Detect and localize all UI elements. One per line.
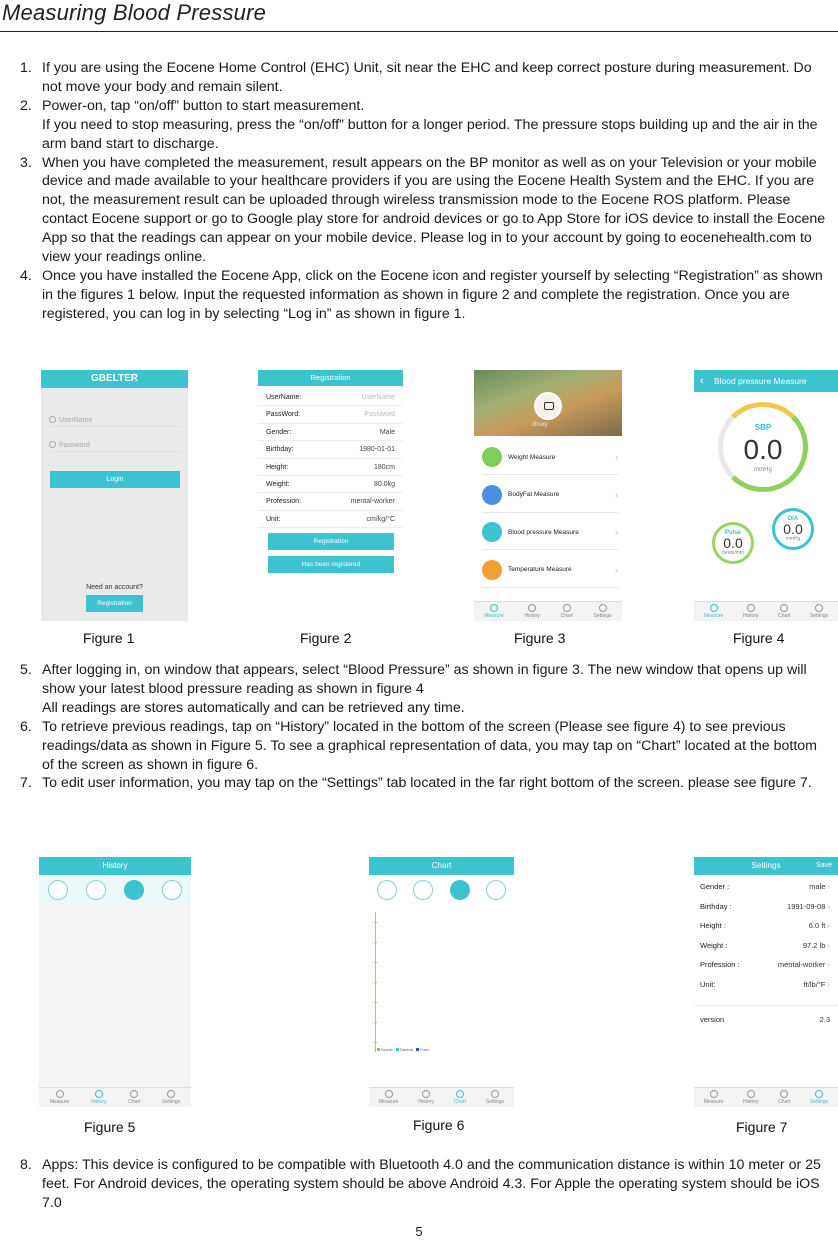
tab-bar — [369, 1087, 514, 1107]
tab-measure[interactable] — [704, 604, 723, 619]
step-text: If you are using the Eocene Home Control (EHC) Unit, sit near the EHC and keep correct posture during measurement. Do not move your body and remain silent. — [42, 60, 812, 95]
measure-list-item[interactable] — [482, 553, 618, 588]
registration-row[interactable] — [258, 441, 403, 458]
username-placeholder: UserName — [59, 417, 93, 424]
measure-tab-icon — [56, 1090, 64, 1098]
app-name: GBELTER — [41, 370, 188, 388]
legend-entry: Systolic — [377, 1048, 393, 1052]
tab-settings[interactable] — [810, 1090, 828, 1105]
tab-label: History — [524, 613, 540, 619]
legend-entry: Diastolic — [396, 1048, 413, 1052]
back-arrow-icon[interactable]: ‹ — [700, 375, 704, 387]
tab-settings[interactable] — [810, 604, 828, 619]
registration-row[interactable] — [258, 476, 403, 493]
tab-chart[interactable] — [454, 1090, 466, 1105]
step-text: Power-on, tap “on/off” button to start measurement. — [42, 97, 365, 114]
y-tick — [374, 1042, 377, 1043]
measure-type-icon — [482, 560, 502, 580]
field-value: 180cm — [373, 463, 395, 471]
tab-measure[interactable] — [484, 604, 503, 619]
tab-chart[interactable] — [778, 604, 790, 619]
step-item — [20, 1156, 830, 1213]
field-value: 1980-01-01 — [359, 446, 395, 454]
username-label: zhuxy — [532, 422, 548, 428]
dia-label: DIA — [787, 516, 799, 522]
registration-button[interactable]: Registration — [86, 595, 143, 612]
measure-item-label: Temperature Measure — [508, 566, 572, 573]
field-label: PassWord: — [266, 411, 301, 419]
need-account-text: Need an account? — [86, 584, 143, 591]
registration-header: Registration — [258, 370, 403, 386]
tab-label: Chart — [778, 1099, 791, 1105]
measure-tab-icon — [385, 1090, 393, 1098]
pulse-gauge — [712, 522, 754, 564]
settings-header — [694, 857, 838, 875]
lock-icon — [49, 441, 56, 448]
measure-item-label: Weight Measure — [508, 453, 556, 461]
setting-value: ft/lb/°F › — [804, 980, 830, 989]
tab-measure[interactable] — [50, 1090, 69, 1105]
blood-pressure-category-icon[interactable] — [124, 880, 144, 900]
settings-tab-icon — [815, 604, 823, 612]
figure-2-registration-form — [258, 370, 403, 621]
version-row — [700, 1015, 830, 1024]
chart-tab-icon — [563, 604, 571, 612]
category-icons — [369, 875, 514, 905]
tab-measure[interactable] — [704, 1090, 723, 1105]
step-text: Once you have installed the Eocene App, click on the Eocene icon and register yourself by selecting “Registration” as shown in the figures 1 below. Input the requested information as shown in figure 2 and complete the registration. Once you are registered, you can log in by selecting “Log in” as shown in figure 1. — [42, 267, 823, 322]
tab-label: Chart — [560, 613, 573, 619]
chart-plot-area — [375, 912, 505, 1052]
figure-2-caption: Figure 2 — [300, 630, 352, 646]
figure-1-login-screen — [41, 370, 188, 621]
y-tick — [374, 942, 377, 943]
steps-list-1 — [20, 59, 830, 324]
bp-header — [694, 370, 838, 392]
setting-label: Height : — [700, 921, 726, 930]
tab-bar — [474, 601, 622, 621]
setting-value: 6.0 ft › — [809, 921, 830, 930]
chevron-right-icon: › — [615, 564, 618, 575]
blood-pressure-category-icon[interactable] — [450, 880, 470, 900]
measure-list-item[interactable] — [482, 440, 618, 475]
bodyfat-category-icon[interactable] — [86, 880, 106, 900]
divider — [694, 1005, 838, 1006]
measure-tab-icon — [490, 604, 498, 612]
figure-4-caption: Figure 4 — [733, 630, 785, 646]
history-tab-icon — [747, 1090, 755, 1098]
measure-item-label: Blood pressure Measure — [508, 528, 579, 536]
figure-5-history-screen — [39, 857, 191, 1107]
setting-value: male › — [809, 882, 830, 891]
step-number: 4. — [20, 267, 32, 284]
dia-gauge — [772, 508, 814, 550]
step-number: 8. — [20, 1157, 32, 1173]
settings-row[interactable] — [700, 902, 830, 911]
setting-label: Birthday : — [700, 901, 732, 911]
tab-label: History — [742, 613, 759, 619]
tab-settings[interactable] — [486, 1090, 504, 1105]
setting-label: Weight : — [700, 940, 728, 950]
figure-7-caption: Figure 7 — [736, 1119, 788, 1135]
chart-legend — [377, 1048, 429, 1052]
chevron-right-icon: › — [615, 452, 618, 462]
field-label: Gender: — [266, 428, 292, 436]
tab-label: Measure — [703, 613, 724, 619]
step-item — [20, 661, 830, 718]
y-tick — [374, 1002, 377, 1003]
setting-label: Unit: — [700, 979, 716, 989]
field-label: Unit: — [266, 515, 281, 523]
settings-row[interactable] — [700, 980, 830, 989]
registration-row[interactable] — [258, 493, 403, 510]
setting-value: 97.2 lb › — [803, 941, 830, 950]
measure-list-item[interactable] — [482, 478, 618, 513]
figure-3-caption: Figure 3 — [514, 630, 566, 646]
tab-label: Settings — [810, 613, 829, 619]
figure-1-caption: Figure 1 — [83, 630, 135, 646]
user-icon — [49, 416, 56, 423]
y-tick — [374, 982, 377, 983]
measure-type-icon — [482, 485, 502, 505]
tab-chart[interactable] — [778, 1090, 790, 1105]
y-tick — [374, 922, 377, 923]
steps-list-3 — [20, 1156, 830, 1213]
chevron-right-icon: › — [615, 489, 618, 500]
setting-label: Gender : — [700, 882, 730, 891]
avatar[interactable] — [534, 392, 562, 420]
pulse-unit: beats/min — [722, 550, 744, 556]
tab-label: History — [742, 1099, 759, 1105]
tab-history[interactable] — [91, 1090, 107, 1105]
tab-label: History — [90, 1099, 107, 1105]
tab-bar — [694, 1087, 838, 1107]
chevron-right-icon: › — [615, 527, 618, 537]
step-item — [20, 774, 830, 793]
step-item — [20, 718, 830, 775]
tab-chart[interactable] — [128, 1090, 140, 1105]
chart-tab-icon — [780, 1090, 788, 1098]
field-value: Password — [364, 411, 395, 419]
tab-label: Measure — [703, 1099, 724, 1105]
weight-category-icon[interactable] — [377, 880, 397, 900]
bodyfat-category-icon[interactable] — [413, 880, 433, 900]
registration-fields — [258, 386, 403, 528]
bp-header-title: Blood pressure Measure — [714, 376, 807, 386]
figure-6-chart-screen — [369, 857, 514, 1107]
step-number: 3. — [20, 154, 32, 171]
history-header: History — [39, 857, 191, 875]
setting-label: Profession : — [700, 960, 740, 969]
history-tab-icon — [747, 604, 755, 612]
step-text: Apps: This device is configured to be compatible with Bluetooth 4.0 and the communication distance is within 10 meter or 25 feet. For Android devices, the operating system should be above Android 4.3. For Apple the operating system should be iOS 7.0 — [42, 1157, 821, 1211]
tab-label: Settings — [162, 1099, 181, 1105]
settings-tab-icon — [491, 1090, 499, 1098]
weight-category-icon[interactable] — [48, 880, 68, 900]
tab-label: Settings — [593, 613, 612, 619]
profile-banner — [474, 370, 622, 436]
pulse-label: Pulse — [724, 530, 741, 536]
y-tick — [374, 962, 377, 963]
tab-label: Measure — [49, 1099, 70, 1105]
settings-title: Settings — [751, 861, 781, 870]
registration-row[interactable] — [258, 424, 403, 441]
password-field[interactable] — [49, 441, 181, 452]
figure-6-caption: Figure 6 — [413, 1117, 465, 1133]
setting-value: mental-worker › — [778, 960, 830, 969]
step-item — [20, 154, 830, 267]
step-text: If you need to stop measuring, press the “on/off” button for a longer period. The pressure stops building up and the air in the arm band start to discharge. — [42, 116, 818, 152]
registration-row[interactable] — [258, 389, 403, 406]
registered-button[interactable]: Has been registered — [268, 556, 394, 573]
password-placeholder: Password — [59, 442, 90, 449]
measure-item-label: BodyFat Measure — [508, 491, 560, 498]
measure-list-item[interactable] — [482, 515, 618, 550]
settings-row[interactable] — [700, 882, 830, 891]
legend-entry: Pulse — [416, 1048, 429, 1052]
field-label: Profession: — [266, 498, 302, 506]
step-text: When you have completed the measurement, result appears on the BP monitor as well as on your Television or your mobile device and made available to your healthcare providers if you are using the Eocene Health System and the EHC. If you are not, the measurement result can be uploaded through wireless transmission mode to the Eocene ROS platform. Please contact Eocene support or go to Google play store for android devices or go to App Store for iOS device to install the Eocene App so that the readings can appear on your mobile device. Please log in to your account by going to eocenehealth.com to view your readings online. — [42, 154, 826, 266]
pulse-value: 0.0 — [723, 535, 743, 551]
tab-label: Settings — [810, 1099, 829, 1105]
page-title: Measuring Blood Pressure — [2, 0, 267, 25]
field-value: cm/kg/°C — [366, 515, 395, 523]
step-item — [20, 267, 830, 324]
registration-submit-button[interactable]: Registration — [268, 533, 394, 550]
tab-settings[interactable] — [594, 604, 612, 619]
step-number: 2. — [20, 97, 32, 114]
steps-list-2 — [20, 661, 830, 793]
step-number: 5. — [20, 662, 32, 678]
field-label: Weight: — [266, 480, 290, 488]
registration-row[interactable] — [258, 459, 403, 476]
tab-bar — [694, 601, 838, 621]
chart-tab-icon — [780, 604, 788, 612]
figure-3-measure-menu — [474, 370, 622, 621]
tab-settings[interactable] — [162, 1090, 180, 1105]
step-number: 7. — [20, 775, 32, 792]
registration-row[interactable] — [258, 406, 403, 423]
tab-history[interactable] — [418, 1090, 434, 1105]
field-value: Male — [379, 428, 395, 436]
chart-tab-icon — [456, 1090, 464, 1098]
tab-label: Chart — [778, 613, 791, 619]
measure-tab-icon — [710, 604, 718, 612]
tab-chart[interactable] — [561, 604, 573, 619]
settings-tab-icon — [815, 1090, 823, 1098]
y-tick — [374, 1022, 377, 1023]
tab-label: Chart — [453, 1099, 467, 1105]
step-text: To edit user information, you may tap on the “Settings” tab located in the far right bottom of the screen. please see figure 7. — [42, 775, 812, 792]
field-label: Birthday: — [266, 446, 294, 454]
tab-label: Measure — [484, 613, 504, 619]
tab-label: History — [418, 1099, 434, 1105]
history-tab-icon — [95, 1090, 103, 1098]
tab-bar — [39, 1087, 191, 1107]
measure-type-icon — [482, 447, 502, 467]
tab-label: Chart — [128, 1099, 141, 1105]
step-item — [20, 97, 830, 154]
step-text: All readings are stores automatically and can be retrieved any time. — [42, 699, 465, 716]
chart-header: Chart — [369, 857, 514, 875]
version-value: 2.3 — [819, 1015, 830, 1024]
field-value: 80.0kg — [373, 480, 395, 488]
dia-value: 0.0 — [783, 521, 803, 537]
step-text: To retrieve previous readings, tap on “History” located in the bottom of the screen (Please see figure 4) to see previous readings/data as shown in Figure 5. To see a graphical representation of data, you may tap on “Chart” located at the bottom of the screen as shown in figure 6. — [42, 718, 817, 773]
tab-label: Settings — [485, 1099, 504, 1105]
step-text: After logging in, on window that appears, select “Blood Pressure” as shown in figure 3. The new window that opens up will show your latest blood pressure reading as shown in figure 4 — [42, 662, 807, 697]
sbp-unit: mmHg — [754, 467, 772, 473]
save-button[interactable]: Save — [816, 862, 832, 869]
settings-row[interactable] — [700, 921, 830, 930]
history-tab-icon — [422, 1090, 430, 1098]
field-value: mental-worker — [350, 498, 395, 506]
tab-label: Measure — [378, 1099, 399, 1105]
tab-measure[interactable] — [379, 1090, 398, 1105]
step-number: 6. — [20, 718, 32, 735]
settings-row[interactable] — [700, 941, 830, 950]
figure-7-settings-screen — [694, 857, 838, 1107]
field-label: Height: — [266, 463, 289, 471]
registration-row[interactable] — [258, 511, 403, 528]
figure-5-caption: Figure 5 — [84, 1119, 136, 1135]
settings-row[interactable] — [700, 960, 830, 969]
temperature-category-icon[interactable] — [486, 880, 506, 900]
sbp-label: SBP — [754, 423, 772, 432]
field-label: UserName: — [266, 394, 302, 401]
dia-unit: mmHg — [785, 536, 801, 542]
field-value: UserName — [361, 394, 395, 401]
history-tab-icon — [528, 604, 536, 612]
title-divider — [0, 31, 838, 32]
figure-4-blood-pressure-screen — [694, 370, 838, 621]
step-item — [20, 59, 830, 97]
settings-tab-icon — [167, 1090, 175, 1098]
sbp-value: 0.0 — [743, 434, 783, 465]
tab-history[interactable] — [743, 1090, 759, 1105]
temperature-category-icon[interactable] — [162, 880, 182, 900]
step-number: 1. — [20, 60, 32, 76]
chart-tab-icon — [130, 1090, 138, 1098]
settings-tab-icon — [599, 604, 607, 612]
measure-tab-icon — [710, 1090, 718, 1098]
page-number: 5 — [415, 1224, 423, 1239]
setting-value: 1991-09-08 › — [787, 902, 830, 911]
username-field[interactable] — [49, 416, 181, 427]
measure-type-icon — [482, 522, 502, 542]
tab-history[interactable] — [524, 604, 540, 619]
version-label: version — [700, 1015, 725, 1024]
tab-history[interactable] — [743, 604, 759, 619]
login-button[interactable]: Login — [50, 471, 180, 488]
category-icons — [39, 875, 191, 905]
